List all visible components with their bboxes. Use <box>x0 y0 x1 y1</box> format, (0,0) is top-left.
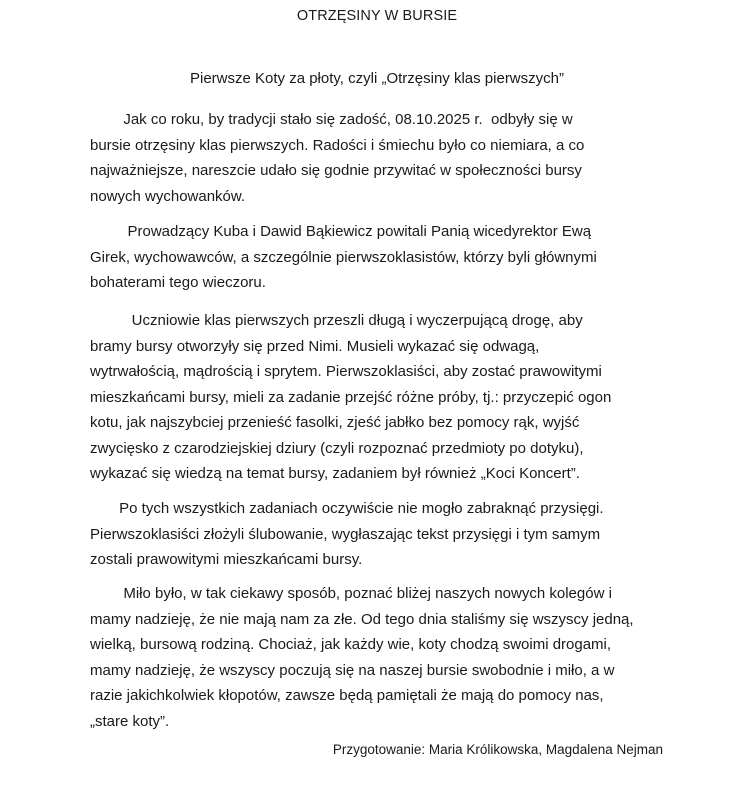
paragraph-line: bohaterami tego wieczoru. <box>90 274 266 291</box>
paragraph <box>90 107 680 209</box>
paragraph-line: razie jakichkolwiek kłopotów, zawsze będą pamiętali że mają do pomocy nas, <box>90 687 604 704</box>
paragraph-line: wytrwałością, mądrością i sprytem. Pierwszoklasiści, aby zostać prawowitymi <box>90 363 602 380</box>
paragraph-line: Miło było, w tak ciekawy sposób, poznać bliżej naszych nowych kolegów i <box>90 585 612 602</box>
paragraph-line: wielką, bursową rodziną. Chociaż, jak każdy wie, koty chodzą swoimi drogami, <box>90 636 612 653</box>
paragraph-line: mieszkańcami bursy, mieli za zadanie przejść różne próby, tj.: przyczepić ogon <box>90 388 612 406</box>
paragraph <box>90 219 680 296</box>
paragraph-line: nowych wychowanków. <box>90 187 246 205</box>
paragraph-line: kotu, jak najszybciej przenieść fasolki, zjeść jabłko bez pomocy rąk, wyjść <box>90 414 580 431</box>
paragraph-line: najważniejsze, nareszcie udało się godnie przywitać w społeczności bursy <box>90 162 582 179</box>
paragraph <box>90 308 680 487</box>
paragraph-line: bursie otrzęsiny klas pierwszych. Radości i śmiechu było co niemiara, a co <box>90 136 585 154</box>
document-subtitle: Pierwsze Koty za płoty, czyli „Otrzęsiny klas pierwszych” <box>190 70 564 87</box>
paragraph-line: Uczniowie klas pierwszych przeszli długą i wyczerpującą drogę, aby <box>90 312 583 329</box>
paragraph-line: zwycięsko z czarodziejskiej dziury (czyli rozpoznać przedmioty po dotyku), <box>90 439 584 457</box>
paragraph-line: bramy bursy otworzyły się przed Nimi. Musieli wykazać się odwagą, <box>90 337 540 355</box>
document-title: OTRZĘSINY W BURSIE <box>296 8 458 24</box>
paragraph-line: Prowadzący Kuba i Dawid Bąkiewicz powitali Panią wicedyrektor Ewą <box>90 223 592 240</box>
paragraph-line: wykazać się wiedzą na temat bursy, zadaniem był również „Koci Koncert”. <box>90 465 580 482</box>
paragraph <box>90 496 680 573</box>
paragraph-line: zostali prawowitymi mieszkańcami bursy. <box>90 551 363 568</box>
paragraph-line: Jak co roku, by tradycji stało się zadość, 08.10.2025 r. odbyły się w <box>90 111 573 128</box>
paragraph-line: mamy nadzieję, że wszyscy poczują się na naszej bursie swobodnie i miło, a w <box>90 661 615 679</box>
paragraph-line: mamy nadzieję, że nie mają nam za złe. Od tego dnia staliśmy się wszyscy jedną, <box>90 610 634 628</box>
paragraph-line: Pierwszoklasiści złożyli ślubowanie, wygłaszając tekst przysięgi i tym samym <box>90 525 601 543</box>
paragraph <box>90 581 680 734</box>
paragraph-line: Po tych wszystkich zadaniach oczywiście nie mogło zabraknąć przysięgi. <box>90 500 604 517</box>
paragraph-line: „stare koty”. <box>90 712 170 730</box>
paragraph-line: Girek, wychowawców, a szczególnie pierwszoklasistów, którzy byli głównymi <box>90 248 597 266</box>
author-credit: Przygotowanie: Maria Królikowska, Magdalena Nejman <box>332 742 663 757</box>
